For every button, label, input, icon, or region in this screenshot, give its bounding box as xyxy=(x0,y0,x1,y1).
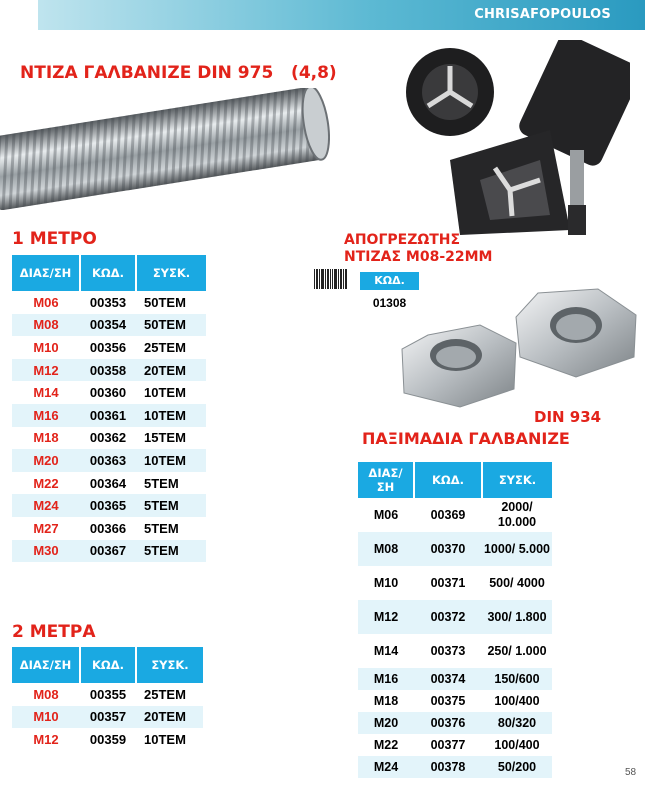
cell-pack: 150/600 xyxy=(482,668,552,690)
table-row xyxy=(12,381,206,404)
cell-code: 00378 xyxy=(414,756,482,778)
header-code: ΚΩΔ. xyxy=(80,647,136,683)
cell-code: 00366 xyxy=(89,520,127,536)
cell-pack: 10TEM xyxy=(144,731,186,747)
one-meter-table xyxy=(12,255,206,562)
cell-code: 00372 xyxy=(414,600,482,634)
table-row xyxy=(358,532,552,566)
barcode-icon xyxy=(313,268,349,290)
cell-pack: 500/ 4000 xyxy=(489,575,545,590)
one-meter-title: 1 ΜΕΤΡΟ xyxy=(12,229,97,249)
cell-diameter: M06 xyxy=(373,507,399,522)
cell-pack: 250/ 1.000 xyxy=(487,643,547,658)
cell-diameter: M06 xyxy=(33,294,59,310)
deburrer-code: 01308 xyxy=(372,296,407,310)
cell-pack: 100/400 xyxy=(494,693,540,708)
cell-pack: 50/200 xyxy=(482,756,552,778)
cell-code: 00360 xyxy=(89,385,127,401)
table-row xyxy=(358,712,552,734)
cell-diameter: M14 xyxy=(33,385,59,401)
table-row xyxy=(358,566,552,600)
header-code: ΚΩΔ. xyxy=(80,255,136,291)
table-row xyxy=(358,734,552,756)
threaded-rod-image xyxy=(0,88,330,210)
hex-nuts-image xyxy=(398,285,642,410)
table-row xyxy=(12,291,206,314)
table-row xyxy=(12,540,206,563)
header-diameter: ΔΙΑΣ/ΣΗ xyxy=(12,255,80,291)
table-row xyxy=(12,359,206,382)
cell-code: 00375 xyxy=(430,693,466,708)
cell-diameter: M24 xyxy=(358,756,414,778)
table-row xyxy=(12,706,203,729)
nuts-title: ΠΑΞΙΜΑΔΙΑ ΓΑΛΒΑΝΙΖΕ xyxy=(362,429,570,448)
cell-code: 00359 xyxy=(89,731,127,747)
cell-code: 00354 xyxy=(80,314,136,337)
cell-code: 00355 xyxy=(89,686,127,702)
cell-code: 00362 xyxy=(89,430,127,446)
table-row xyxy=(358,756,552,778)
deburrer-title-line2: ΝΤΙΖΑΣ M08-22MM xyxy=(344,249,493,265)
deburrer-title-line1: ΑΠΟΓΡΕΖΩΤΗΣ xyxy=(344,232,461,248)
deburrer-tool-image xyxy=(400,40,630,240)
cell-pack: 50TEM xyxy=(136,314,206,337)
cell-pack: 20TEM xyxy=(136,706,203,729)
cell-diameter: M20 xyxy=(12,449,80,472)
page-number: 58 xyxy=(625,767,637,778)
cell-pack: 10TEM xyxy=(144,385,186,401)
cell-code: 00373 xyxy=(430,643,466,658)
table-row xyxy=(12,336,206,359)
cell-diameter: M16 xyxy=(12,404,80,427)
cell-diameter: M30 xyxy=(12,540,80,563)
table-row xyxy=(12,494,206,517)
table-row xyxy=(12,472,206,495)
header-pack: ΣΥΣΚ. xyxy=(136,255,206,291)
table-row xyxy=(12,683,203,706)
table-row xyxy=(358,634,552,668)
brand-name: CHRISAFOPOULOS xyxy=(474,7,611,22)
cell-pack: 300/ 1.800 xyxy=(482,600,552,634)
cell-diameter: M10 xyxy=(373,575,399,590)
cell-pack: 10TEM xyxy=(136,404,206,427)
cell-diameter: M18 xyxy=(373,693,399,708)
header-pack: ΣΥΣΚ. xyxy=(136,647,203,683)
cell-pack: 20TEM xyxy=(136,359,206,382)
cell-diameter: M20 xyxy=(358,712,414,734)
table-row xyxy=(12,449,206,472)
cell-diameter: M12 xyxy=(12,359,80,382)
cell-pack: 25TEM xyxy=(144,686,186,702)
cell-pack: 1000/ 5.000 xyxy=(482,532,552,566)
cell-diameter: M22 xyxy=(33,475,59,491)
cell-code: 00358 xyxy=(80,359,136,382)
cell-code: 00361 xyxy=(80,404,136,427)
rod-title: ΝΤΙΖΑ ΓΑΛΒΑΝΙΖΕ DIN 975 (4,8) xyxy=(20,63,337,83)
nuts-standard-title: DIN 934 xyxy=(534,408,602,426)
cell-diameter: M22 xyxy=(373,737,399,752)
table-row xyxy=(12,314,206,337)
cell-pack: 2000/ 10.000 xyxy=(497,500,537,529)
brand-bar xyxy=(38,0,645,30)
cell-diameter: M08 xyxy=(12,314,80,337)
cell-code: 00377 xyxy=(430,737,466,752)
cell-pack: 80/320 xyxy=(482,712,552,734)
table-row xyxy=(12,404,206,427)
header-pack: ΣΥΣΚ. xyxy=(482,462,552,498)
cell-diameter: M24 xyxy=(12,494,80,517)
cell-code: 00365 xyxy=(80,494,136,517)
cell-pack: 100/400 xyxy=(494,737,540,752)
cell-diameter: M18 xyxy=(33,430,59,446)
cell-code: 00367 xyxy=(80,540,136,563)
two-meters-table xyxy=(12,647,203,751)
deburrer-code-header: ΚΩΔ. xyxy=(360,272,419,290)
cell-pack: 15TEM xyxy=(144,430,186,446)
table-row xyxy=(12,427,206,450)
cell-code: 00369 xyxy=(430,507,466,522)
cell-pack: 5TEM xyxy=(144,475,179,491)
table-row xyxy=(358,668,552,690)
cell-diameter: M08 xyxy=(358,532,414,566)
cell-pack: 25TEM xyxy=(144,339,186,355)
nuts-table xyxy=(358,462,552,778)
cell-diameter: M16 xyxy=(358,668,414,690)
table-row xyxy=(358,600,552,634)
cell-diameter: M12 xyxy=(33,731,59,747)
cell-pack: 5TEM xyxy=(136,494,206,517)
header-code: ΚΩΔ. xyxy=(414,462,482,498)
cell-pack: 50TEM xyxy=(144,294,186,310)
table-row xyxy=(12,728,203,751)
table-row xyxy=(12,517,206,540)
cell-diameter: M12 xyxy=(358,600,414,634)
cell-diameter: M10 xyxy=(33,339,59,355)
cell-code: 00364 xyxy=(89,475,127,491)
cell-code: 00376 xyxy=(414,712,482,734)
cell-code: 00357 xyxy=(80,706,136,729)
cell-diameter: M08 xyxy=(33,686,59,702)
cell-diameter: M10 xyxy=(12,706,80,729)
table-row xyxy=(358,690,552,712)
cell-code: 00374 xyxy=(414,668,482,690)
cell-pack: 5TEM xyxy=(144,520,179,536)
cell-code: 00363 xyxy=(80,449,136,472)
cell-diameter: M14 xyxy=(373,643,399,658)
table-row xyxy=(358,498,552,532)
header-diameter: ΔΙΑΣ/ ΣΗ xyxy=(358,462,414,498)
cell-pack: 10TEM xyxy=(136,449,206,472)
two-meters-title: 2 ΜΕΤΡΑ xyxy=(12,622,96,642)
cell-code: 00356 xyxy=(89,339,127,355)
cell-pack: 5TEM xyxy=(136,540,206,563)
header-diameter: ΔΙΑΣ/ΣΗ xyxy=(12,647,80,683)
cell-code: 00353 xyxy=(89,294,127,310)
cell-code: 00370 xyxy=(414,532,482,566)
cell-diameter: M27 xyxy=(33,520,59,536)
cell-code: 00371 xyxy=(430,575,466,590)
